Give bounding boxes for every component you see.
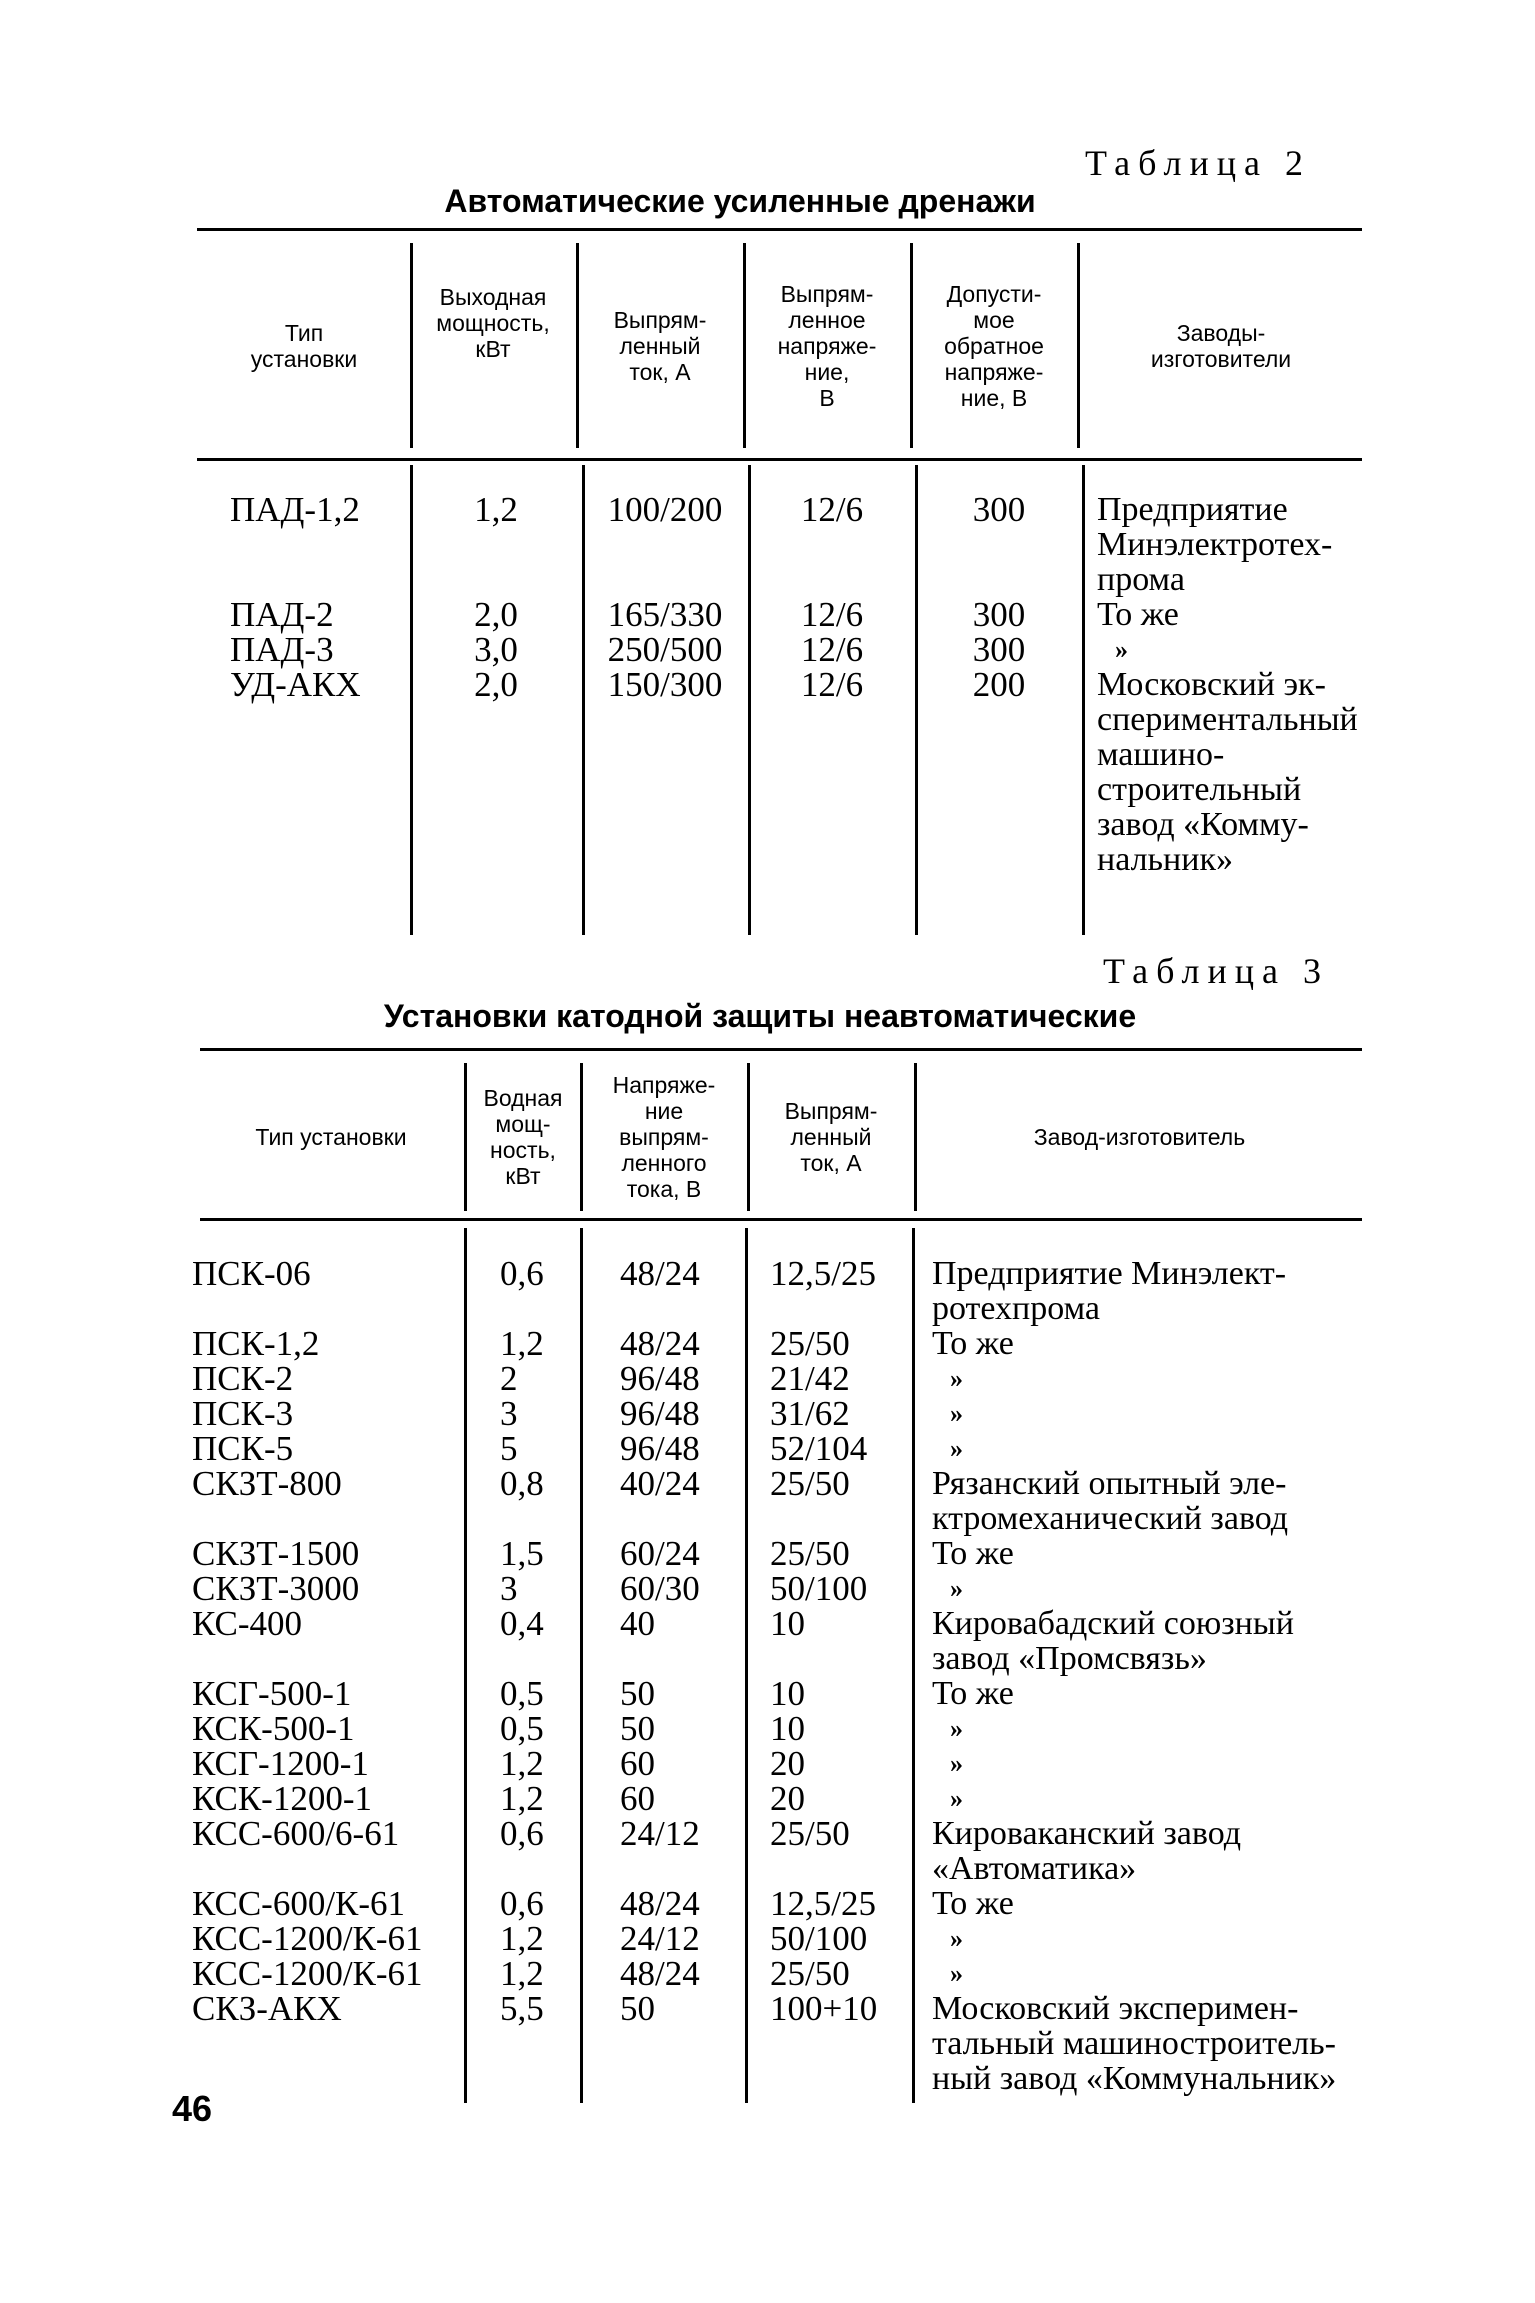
table2-cell: 200	[972, 665, 1026, 704]
table3-label: Таблица 3	[1103, 951, 1329, 991]
table3-cell: Рязанский опытный эле- ктромеханический завод	[932, 1465, 1289, 1537]
table2-cell: 2,0	[474, 595, 518, 634]
table3-cell: 96/48	[620, 1394, 700, 1433]
table3-cell: 52/104	[770, 1429, 868, 1468]
table3-body-divider	[580, 1228, 583, 2103]
table3-cell: КСГ-1200-1	[192, 1744, 369, 1783]
table3-cell: »	[950, 1574, 963, 1603]
table2-col-voltage	[751, 492, 913, 702]
table3-cell: 0,6	[500, 1814, 544, 1853]
table3-cell: 0,5	[500, 1674, 544, 1713]
table3-cell: »	[950, 1959, 963, 1988]
table3-cell: То же	[932, 1675, 1014, 1712]
table3-cell: 100+10	[770, 1989, 878, 2028]
table3-cell: 60/30	[620, 1569, 700, 1608]
table2-cell: 150/300	[607, 665, 723, 704]
table3-cell: КСК-500-1	[192, 1709, 355, 1748]
table2-header-current: Выпрям- ленный ток, А	[613, 306, 707, 385]
table3-cell: 3	[500, 1569, 518, 1608]
table3-cell: 3	[500, 1394, 518, 1433]
table2-cell: То же	[1097, 596, 1179, 633]
table2-top-rule	[197, 228, 1362, 231]
table3-cell: 1,2	[500, 1779, 544, 1818]
table3-cell: СКЗТ-1500	[192, 1534, 360, 1573]
table3-cell: 25/50	[770, 1954, 850, 1993]
table2-col-current	[585, 492, 745, 702]
table3-cell: »	[950, 1924, 963, 1953]
table2-cell: 12/6	[800, 630, 864, 669]
table2-body-divider	[1082, 465, 1085, 935]
table3-cell: КСС-600/6-61	[192, 1814, 400, 1853]
table3-cell: КСК-1200-1	[192, 1779, 372, 1818]
table3-cell: 2	[500, 1359, 518, 1398]
table2-cell: »	[1115, 635, 1128, 664]
table3-cell: 10	[770, 1604, 805, 1643]
table2-cell: 12/6	[800, 665, 864, 704]
table3-header-voltage: Напряже- ние выпрям- ленного тока, В	[612, 1072, 716, 1202]
table3-cell: Московский эксперимен- тальный машиностроитель- ный завод «Коммунальник»	[932, 1990, 1337, 2097]
table3-cell: »	[950, 1749, 963, 1778]
table3-header-current: Выпрям- ленный ток, А	[784, 1098, 878, 1176]
table2-cell: УД-АКХ	[230, 665, 361, 704]
table3-cell: 0,8	[500, 1464, 544, 1503]
table2-col-mfr	[1097, 492, 1367, 877]
table3-cell: КСГ-500-1	[192, 1674, 352, 1713]
table3-cell: КСС-1200/К-61	[192, 1919, 423, 1958]
table3-cell: 24/12	[620, 1814, 700, 1853]
table3-cell: 48/24	[620, 1254, 700, 1293]
table2-header-voltage: Выпрям- ленное напряже- ние, В	[777, 280, 877, 411]
table3-cell: 12,5/25	[770, 1884, 876, 1923]
table2-cell: Московский эк- спериментальный машино- строительный завод «Комму- нальник»	[1097, 666, 1358, 878]
table3-cell: 1,2	[500, 1324, 544, 1363]
table3-cell: »	[950, 1399, 963, 1428]
table2-cell: Предприятие Минэлектротех- прома	[1097, 491, 1333, 598]
table3-cell: СКЗ-АКХ	[192, 1989, 342, 2028]
table3-cell: ПСК-06	[192, 1254, 311, 1293]
table2-col-reverse	[918, 492, 1080, 702]
table3-cell: ПСК-2	[192, 1359, 294, 1398]
table2-header-reverse: Допусти- мое обратное напряже- ние, В	[944, 280, 1044, 411]
table2-cell: 12/6	[800, 595, 864, 634]
table3-header-rule	[200, 1218, 1362, 1221]
table3-top-rule	[200, 1048, 1362, 1051]
table2-cell: ПАД-3	[230, 630, 334, 669]
table3-cell: 31/62	[770, 1394, 850, 1433]
table2-col-type	[230, 492, 405, 702]
table2-header-rule	[197, 458, 1362, 461]
table3-cell: 10	[770, 1709, 805, 1748]
table2-cell: 165/330	[607, 595, 723, 634]
table2-title: Автоматические усиленные дренажи	[444, 183, 1036, 219]
table3-cell: 10	[770, 1674, 805, 1713]
table3-cell: 40	[620, 1604, 655, 1643]
table3-cell: »	[950, 1714, 963, 1743]
table3-cell: 0,5	[500, 1709, 544, 1748]
table3-cell: ПСК-5	[192, 1429, 294, 1468]
table3-cell: КСС-600/К-61	[192, 1884, 406, 1923]
table3-cell: 48/24	[620, 1324, 700, 1363]
table2-cell: 1,2	[474, 490, 518, 529]
table3-cell: 24/12	[620, 1919, 700, 1958]
table3-cell: 50	[620, 1674, 655, 1713]
table3-cell: ПСК-3	[192, 1394, 294, 1433]
table3-cell: 96/48	[620, 1359, 700, 1398]
table3-cell: 20	[770, 1779, 805, 1818]
table2-cell: 300	[972, 595, 1026, 634]
table3-cell: 40/24	[620, 1464, 700, 1503]
table3-cell: 25/50	[770, 1534, 850, 1573]
page-number: 46	[172, 2088, 213, 2129]
table3-cell: 5	[500, 1429, 518, 1468]
table3-cell: 48/24	[620, 1954, 700, 1993]
table3-cell: 25/50	[770, 1464, 850, 1503]
table2-header-power: Выходная мощность, кВт	[436, 284, 550, 362]
table3-cell: 12,5/25	[770, 1254, 876, 1293]
table3-col-power	[500, 1256, 578, 2026]
table3-cell: 1,2	[500, 1954, 544, 1993]
table3-cell: 1,2	[500, 1744, 544, 1783]
table3-cell: КС-400	[192, 1604, 302, 1643]
table3-cell: 5,5	[500, 1989, 544, 2028]
table3-cell: »	[950, 1364, 963, 1393]
table3-cell: 48/24	[620, 1884, 700, 1923]
table2-label: Таблица 2	[1085, 143, 1311, 183]
table3-cell: 50	[620, 1989, 655, 2028]
table3-cell: Кировабадский союзный завод «Промсвязь»	[932, 1605, 1294, 1677]
table2-cell: 300	[972, 630, 1026, 669]
table2-cell: 250/500	[607, 630, 723, 669]
table3-cell: ПСК-1,2	[192, 1324, 320, 1363]
table3-cell: СКЗТ-3000	[192, 1569, 360, 1608]
table3-cell: Предприятие Минэлект- ротехпрома	[932, 1255, 1287, 1327]
table3-cell: 1,5	[500, 1534, 544, 1573]
table3-cell: 25/50	[770, 1324, 850, 1363]
table3-cell: 21/42	[770, 1359, 850, 1398]
table3-header-power: Водная мощ- ность, кВт	[483, 1085, 563, 1189]
table3-cell: 25/50	[770, 1814, 850, 1853]
table2-header-mfr: Заводы- изготовители	[1150, 319, 1292, 372]
table2-cell: 2,0	[474, 665, 518, 704]
table3-cell: 1,2	[500, 1919, 544, 1958]
table3-cell: 0,6	[500, 1884, 544, 1923]
table3-cell: 60	[620, 1779, 655, 1818]
table3-cell: 50	[620, 1709, 655, 1748]
table3-cell: »	[950, 1434, 963, 1463]
table3-cell: 0,6	[500, 1254, 544, 1293]
table3-title: Установки катодной защиты неавтоматические	[383, 998, 1137, 1034]
table3-cell: КСС-1200/К-61	[192, 1954, 423, 1993]
table3-col-mfr	[932, 1256, 1362, 2096]
table3-cell: Кироваканский завод «Автоматика»	[932, 1815, 1242, 1887]
table3-col-type	[192, 1256, 462, 2026]
table3-cell: 0,4	[500, 1604, 544, 1643]
table3-body-divider	[912, 1228, 915, 2103]
table3-header-type: Тип установки	[255, 1124, 407, 1150]
table2-cell: 300	[972, 490, 1026, 529]
table3-cell: 50/100	[770, 1569, 868, 1608]
table3-body-divider	[464, 1228, 467, 2103]
table3-cell: 20	[770, 1744, 805, 1783]
table2-cell: 3,0	[474, 630, 518, 669]
table2-cell: 12/6	[800, 490, 864, 529]
table3-header-mfr: Завод-изготовитель	[1033, 1124, 1246, 1150]
table2-cell: 100/200	[607, 490, 723, 529]
table3-cell: То же	[932, 1535, 1014, 1572]
table3-cell: То же	[932, 1885, 1014, 1922]
table3-body-divider	[745, 1228, 748, 2103]
table3-cell: 60/24	[620, 1534, 700, 1573]
table2-cell: ПАД-2	[230, 595, 334, 634]
table2-cell: ПАД-1,2	[230, 490, 360, 529]
table3-cell: 60	[620, 1744, 655, 1783]
table3-cell: 96/48	[620, 1429, 700, 1468]
table3-cell: 50/100	[770, 1919, 868, 1958]
table3-cell: То же	[932, 1325, 1014, 1362]
table3-col-voltage	[620, 1256, 742, 2026]
table3-cell: СКЗТ-800	[192, 1464, 342, 1503]
table2-col-power	[413, 492, 579, 702]
table2-header-type: Тип установки	[250, 319, 358, 372]
table3-col-current	[770, 1256, 910, 2026]
table3-cell: »	[950, 1784, 963, 1813]
